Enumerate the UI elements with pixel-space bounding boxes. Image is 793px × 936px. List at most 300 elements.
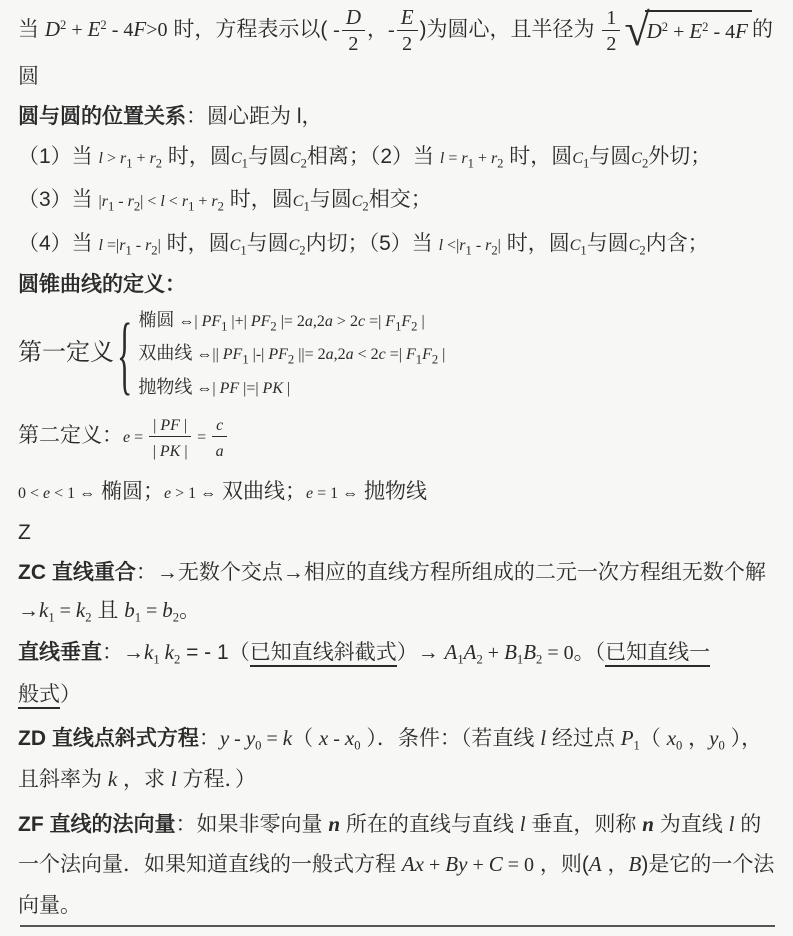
math-run: 2 bbox=[639, 243, 646, 258]
math-run: 2 bbox=[411, 318, 418, 333]
line-zf-continued bbox=[18, 849, 777, 881]
math-run: E bbox=[689, 19, 703, 44]
math-run: ||= 2 bbox=[294, 346, 326, 364]
math-run: 1 bbox=[606, 7, 617, 29]
text-run: 内含； bbox=[645, 231, 709, 255]
first-definition-label bbox=[18, 335, 114, 371]
math-run: b bbox=[124, 598, 135, 623]
math-run: Ax bbox=[401, 852, 424, 877]
math-run: l bbox=[519, 811, 526, 836]
line-z bbox=[18, 517, 777, 549]
definition-row bbox=[138, 305, 445, 336]
text-run: 相交； bbox=[368, 188, 432, 212]
math-run: |+| bbox=[227, 312, 251, 330]
math-run: PF bbox=[160, 417, 180, 435]
line-circle-circle-relation bbox=[18, 101, 777, 133]
math-run: =| bbox=[102, 236, 120, 254]
fraction-numerator bbox=[342, 6, 365, 31]
definition-row bbox=[138, 372, 445, 402]
first-definition-block bbox=[18, 305, 777, 403]
text-run: ： bbox=[198, 727, 220, 751]
math-run: 0 < bbox=[18, 484, 44, 502]
math-run: r bbox=[120, 150, 127, 168]
text-run: 向量。 bbox=[18, 893, 81, 917]
bottom-divider bbox=[20, 925, 775, 927]
math-run: a bbox=[345, 346, 354, 364]
math-run: 2 bbox=[85, 610, 92, 625]
line-second-definition bbox=[18, 412, 777, 461]
text-run: 已知直线斜截式 bbox=[250, 641, 397, 667]
math-run: c bbox=[378, 346, 386, 364]
math-run: l bbox=[728, 811, 735, 836]
math-run: C bbox=[351, 193, 363, 211]
text-run: 与圆 bbox=[586, 231, 629, 255]
math-run: | bbox=[152, 443, 160, 461]
math-run: 2 bbox=[497, 156, 504, 171]
text-run: Z bbox=[18, 521, 31, 545]
math-run: C bbox=[569, 236, 581, 254]
math-run: D bbox=[345, 5, 362, 29]
math-run: r bbox=[181, 193, 189, 211]
text-run: （ bbox=[639, 727, 667, 751]
math-run: D bbox=[44, 17, 61, 42]
math-run: - 4 bbox=[708, 21, 736, 44]
fraction-numerator bbox=[149, 412, 191, 437]
math-run: r bbox=[485, 236, 492, 254]
text-run: 般式 bbox=[18, 683, 60, 709]
math-run: k bbox=[107, 767, 118, 792]
math-run: PF bbox=[201, 312, 222, 330]
math-run: e bbox=[43, 484, 51, 502]
math-run: E bbox=[400, 5, 414, 29]
fraction bbox=[212, 412, 227, 461]
text-run: 与圆 bbox=[589, 145, 632, 169]
line-relation-3 bbox=[18, 184, 777, 216]
text-run: ZD 直线点斜式方程 bbox=[18, 727, 199, 751]
math-run: a bbox=[215, 443, 224, 461]
math-run: C bbox=[289, 150, 301, 168]
math-run: 1 bbox=[633, 738, 640, 753]
math-run: PF bbox=[250, 312, 271, 330]
math-run: 1 bbox=[240, 243, 247, 258]
math-run: - bbox=[333, 19, 340, 42]
math-run: r bbox=[490, 150, 498, 168]
text-run: （4）当 bbox=[18, 231, 99, 255]
math-run: x bbox=[318, 726, 329, 751]
math-run: 1 bbox=[467, 156, 474, 171]
math-run: - bbox=[229, 728, 246, 751]
line-circle-word bbox=[18, 61, 777, 93]
math-run: n bbox=[642, 811, 654, 836]
line-general-equation-radius bbox=[18, 6, 777, 55]
math-run: =| bbox=[385, 346, 406, 364]
math-run: 1 bbox=[582, 156, 590, 171]
text-run: 直线垂直 bbox=[18, 641, 102, 665]
math-run: A bbox=[463, 640, 477, 665]
math-run: < bbox=[164, 193, 182, 211]
math-run: | bbox=[179, 417, 188, 435]
math-run: + bbox=[194, 193, 212, 211]
fraction-denominator bbox=[149, 437, 191, 461]
math-run: - bbox=[131, 236, 146, 254]
math-run: = bbox=[54, 600, 76, 623]
text-run: 外切； bbox=[648, 145, 712, 169]
math-run: 1 bbox=[465, 243, 472, 258]
math-run: e bbox=[123, 429, 131, 447]
line-zc-continued bbox=[18, 595, 777, 627]
fraction bbox=[342, 6, 365, 55]
text-run: ）→ bbox=[396, 641, 445, 665]
math-run: = bbox=[444, 150, 462, 168]
math-run: x bbox=[344, 726, 355, 751]
math-run: > bbox=[102, 150, 120, 168]
math-run: 1 bbox=[395, 318, 402, 333]
line-conic-def-header bbox=[18, 269, 777, 301]
math-run: | bbox=[180, 443, 188, 461]
math-run: n bbox=[328, 811, 341, 836]
math-run: PK bbox=[262, 379, 283, 397]
math-run: c bbox=[216, 417, 224, 435]
text-run: ， bbox=[367, 18, 389, 42]
math-run: 2 bbox=[173, 652, 181, 667]
text-run: 与圆 bbox=[247, 145, 290, 169]
math-run: 1 bbox=[153, 652, 160, 667]
line-eccentricity-cases bbox=[18, 476, 777, 508]
document-body bbox=[18, 6, 777, 921]
text-run: （3）当 bbox=[18, 188, 99, 212]
math-run: | < bbox=[140, 193, 161, 211]
text-run: ，求 bbox=[117, 768, 171, 792]
math-run: 1 bbox=[415, 352, 423, 367]
math-run: + bbox=[668, 21, 690, 44]
text-run: 抛物线 bbox=[138, 376, 193, 397]
math-run: |-| bbox=[248, 346, 269, 364]
text-run: 抛物线 bbox=[358, 479, 427, 503]
fraction-numerator bbox=[397, 6, 418, 31]
text-run: 已知直线一 bbox=[605, 641, 710, 667]
text-run: 当 bbox=[18, 18, 45, 42]
radicand bbox=[645, 10, 752, 48]
math-run: | bbox=[157, 236, 161, 254]
math-run: 1 bbox=[134, 610, 141, 625]
text-run: 第二定义： bbox=[18, 424, 123, 448]
text-run: 。 bbox=[179, 599, 201, 623]
math-run: b bbox=[162, 598, 173, 623]
math-run: PF bbox=[268, 346, 288, 364]
text-run: 为直线 bbox=[653, 812, 729, 836]
math-run: | bbox=[153, 417, 161, 435]
text-run: ）， bbox=[724, 727, 763, 751]
radical-sign-icon: √ bbox=[624, 4, 650, 56]
math-run: - bbox=[388, 19, 395, 42]
math-run: = bbox=[130, 429, 148, 447]
text-run: ，则( bbox=[534, 853, 589, 877]
math-run: B bbox=[523, 640, 537, 665]
math-run: F bbox=[735, 19, 748, 44]
math-run: C bbox=[628, 236, 640, 254]
math-run: 1 bbox=[457, 652, 464, 667]
text-run: ：→ bbox=[102, 641, 144, 665]
math-run: 1 bbox=[516, 652, 524, 667]
math-run: c bbox=[357, 312, 366, 330]
math-run: + bbox=[473, 150, 491, 168]
math-run: > 2 bbox=[332, 312, 358, 330]
math-run: |=| bbox=[239, 379, 263, 397]
math-run: 2 bbox=[287, 352, 295, 367]
math-run: 1 bbox=[242, 352, 249, 367]
fraction-numerator bbox=[212, 412, 227, 437]
math-run: 1 bbox=[221, 318, 228, 333]
text-run: （ bbox=[292, 727, 319, 751]
text-run: 时，方程表示以( bbox=[167, 18, 334, 42]
math-run: 1 bbox=[125, 243, 132, 258]
line-zc-coincident bbox=[18, 557, 777, 589]
math-run: 2 bbox=[155, 156, 163, 171]
math-run: C bbox=[572, 150, 583, 168]
math-run: e bbox=[164, 484, 172, 502]
text-run: 相离；（2）当 bbox=[306, 145, 440, 169]
math-run: - bbox=[471, 236, 486, 254]
math-run: D bbox=[646, 19, 662, 44]
text-run: 时，圆 bbox=[162, 145, 231, 169]
math-run: + bbox=[424, 854, 446, 877]
text-run: 方程．） bbox=[176, 768, 257, 792]
text-run: 椭圆 bbox=[138, 309, 175, 330]
math-run: 1 bbox=[48, 610, 55, 625]
text-run: 的 bbox=[734, 812, 762, 836]
text-run: 时，圆 bbox=[503, 145, 573, 169]
math-run: k bbox=[39, 598, 49, 623]
math-run: F bbox=[385, 312, 396, 330]
math-run: B bbox=[504, 640, 517, 665]
math-run: 2 bbox=[402, 33, 413, 56]
math-run: = 0 bbox=[502, 854, 535, 877]
text-run: 且斜率为 bbox=[18, 768, 108, 792]
math-run: ,2 bbox=[333, 346, 346, 364]
math-run: 0 bbox=[255, 738, 262, 753]
math-run: | bbox=[438, 346, 446, 364]
text-run: 。（ bbox=[573, 641, 606, 665]
math-run: 0 bbox=[718, 738, 725, 753]
math-run: r bbox=[459, 236, 466, 254]
text-run: ， bbox=[682, 727, 710, 751]
math-run: r bbox=[145, 236, 152, 254]
text-run: 时，圆 bbox=[160, 231, 230, 255]
math-run: ⇔|| bbox=[192, 346, 223, 364]
text-run: )为圆心，且半径为 bbox=[419, 18, 601, 42]
text-run: （1）当 bbox=[18, 145, 99, 169]
text-run: 与圆 bbox=[309, 188, 352, 212]
text-run: 的 bbox=[751, 18, 773, 42]
math-run: PF bbox=[219, 379, 240, 397]
math-run: B bbox=[628, 852, 642, 877]
math-run: 1 bbox=[580, 243, 587, 258]
math-run: k bbox=[144, 640, 154, 665]
math-run: 2 bbox=[362, 199, 369, 214]
math-run: 0 bbox=[354, 738, 361, 753]
math-run: k bbox=[75, 598, 86, 623]
math-run: 2 bbox=[348, 33, 359, 56]
math-run: 2 bbox=[300, 156, 307, 171]
fraction-denominator bbox=[397, 31, 418, 55]
math-run: C bbox=[488, 852, 503, 877]
math-run: x bbox=[666, 726, 677, 751]
math-run: 2 bbox=[270, 318, 277, 333]
text-run: 圆与圆的位置关系 bbox=[18, 104, 186, 128]
line-zf-normal-vector bbox=[18, 809, 777, 841]
math-run: PF bbox=[222, 346, 243, 364]
math-run: y bbox=[709, 726, 719, 751]
math-run: l bbox=[439, 150, 445, 168]
text-run: ）．条件：（若直线 bbox=[360, 727, 541, 751]
math-run: 2 bbox=[431, 352, 439, 367]
definition-row bbox=[138, 338, 445, 369]
math-run: 2 bbox=[299, 243, 306, 258]
math-run: 2 bbox=[60, 18, 67, 33]
math-run: C bbox=[229, 236, 241, 254]
text-run: = - 1（ bbox=[180, 641, 250, 665]
math-run: | bbox=[417, 312, 425, 330]
text-run: → bbox=[18, 599, 39, 623]
math-run: | bbox=[98, 193, 102, 211]
text-run: ZC 直线重合 bbox=[18, 560, 136, 584]
math-run: l bbox=[170, 767, 177, 792]
math-run: 2 bbox=[536, 652, 543, 667]
text-run: 时，圆 bbox=[223, 188, 293, 212]
math-run: l bbox=[438, 236, 444, 254]
text-run: 一个法向量．如果知道直线的一般式方程 bbox=[18, 853, 402, 877]
text-run: 内切；（5）当 bbox=[305, 231, 439, 255]
math-run: k bbox=[164, 640, 174, 665]
math-run: l bbox=[540, 726, 547, 751]
math-run: 1 bbox=[241, 156, 248, 171]
fraction bbox=[602, 6, 620, 55]
fraction-denominator bbox=[342, 31, 365, 55]
math-run: a bbox=[304, 312, 313, 330]
math-run: a bbox=[325, 346, 334, 364]
text-run: ：如果非零向量 bbox=[175, 812, 329, 836]
math-run: + bbox=[467, 854, 489, 877]
fraction bbox=[149, 412, 191, 461]
text-run: 垂直，则称 bbox=[525, 812, 643, 836]
math-run: ⇔| bbox=[192, 379, 220, 397]
math-run: + bbox=[66, 19, 88, 42]
math-run: A bbox=[444, 640, 458, 665]
math-run: A bbox=[588, 852, 602, 877]
math-run: C bbox=[292, 193, 304, 211]
text-run: 经过点 bbox=[546, 727, 621, 751]
math-run: e bbox=[306, 484, 314, 502]
math-run: | bbox=[283, 379, 291, 397]
line-zd-continued bbox=[18, 764, 777, 796]
math-run: By bbox=[445, 852, 468, 877]
math-run: 2 bbox=[661, 20, 669, 35]
text-run: ） bbox=[60, 682, 81, 706]
math-run: = 1 ⇔ bbox=[313, 484, 359, 502]
math-run: l bbox=[160, 193, 165, 211]
math-run: r bbox=[149, 150, 156, 168]
math-run: <| bbox=[443, 236, 460, 254]
math-run: y bbox=[245, 726, 256, 751]
math-run: < 1 ⇔ bbox=[50, 484, 96, 502]
math-run: 2 bbox=[606, 33, 617, 56]
math-run: =| bbox=[365, 312, 386, 330]
line-relation-1-2 bbox=[18, 141, 777, 173]
math-run: >0 bbox=[146, 19, 168, 42]
fraction-denominator bbox=[602, 31, 620, 55]
text-run: 圆锥曲线的定义： bbox=[18, 273, 186, 297]
math-run: r bbox=[127, 193, 134, 211]
math-run: 1 bbox=[107, 199, 115, 214]
math-run: ,2 bbox=[312, 312, 325, 330]
math-run: a bbox=[324, 312, 333, 330]
math-run: ⇔| bbox=[174, 312, 202, 330]
line-zd-point-slope bbox=[18, 723, 777, 755]
math-run: 1 bbox=[188, 199, 195, 214]
math-run: l bbox=[98, 236, 103, 254]
first-definition-rows bbox=[138, 305, 445, 403]
math-run: |= 2 bbox=[276, 312, 305, 330]
math-run: = bbox=[141, 600, 163, 623]
text-run: 时，圆 bbox=[500, 231, 570, 255]
math-run: F bbox=[133, 17, 147, 42]
text-run: 与圆 bbox=[246, 231, 289, 255]
math-run: + bbox=[132, 150, 150, 168]
math-run: 2 bbox=[217, 199, 224, 214]
text-run: ：→无数个交点→相应的直线方程所组成的二元一次方程组无数个解 bbox=[135, 560, 766, 584]
radical bbox=[624, 4, 752, 56]
math-run: > 1 ⇔ bbox=[171, 484, 217, 502]
math-run: - bbox=[328, 728, 345, 751]
text-run: 椭圆； bbox=[95, 479, 165, 503]
text-run: )是它的一个法 bbox=[641, 853, 775, 877]
math-run: 0 bbox=[676, 738, 683, 753]
math-run: 2 bbox=[491, 243, 498, 258]
math-run: F bbox=[422, 346, 432, 364]
math-run: y bbox=[219, 726, 230, 751]
math-run: 1 bbox=[303, 199, 310, 214]
math-run: 1 bbox=[126, 156, 133, 171]
math-run: k bbox=[282, 726, 293, 751]
math-run: + bbox=[482, 642, 505, 665]
fraction-denominator bbox=[212, 437, 227, 461]
math-run: C bbox=[230, 150, 242, 168]
text-run: 圆 bbox=[18, 65, 39, 89]
math-run: 2 bbox=[641, 156, 649, 171]
math-run: 2 bbox=[133, 199, 141, 214]
line-perpendicular-continued bbox=[18, 679, 777, 711]
text-run: 双曲线 bbox=[138, 343, 193, 364]
text-run: ZF 直线的法向量 bbox=[18, 812, 176, 836]
math-run: P bbox=[620, 726, 634, 751]
text-run: ， bbox=[601, 853, 629, 877]
math-run: = bbox=[193, 429, 211, 447]
math-run: - bbox=[114, 193, 128, 211]
math-run: = bbox=[261, 728, 283, 751]
math-run: r bbox=[119, 236, 126, 254]
line-relation-4-5 bbox=[18, 228, 777, 260]
fraction-numerator bbox=[602, 6, 620, 31]
text-run: 双曲线； bbox=[216, 479, 306, 503]
math-run: | bbox=[497, 236, 501, 254]
fraction bbox=[397, 6, 418, 55]
math-run: C bbox=[288, 236, 300, 254]
line-perpendicular bbox=[18, 637, 777, 669]
brace-icon: { bbox=[117, 303, 133, 403]
math-run: = 0 bbox=[542, 642, 574, 665]
text-run: ：圆心距为 l， bbox=[186, 104, 323, 128]
text-run: 所在的直线与直线 bbox=[340, 812, 520, 836]
